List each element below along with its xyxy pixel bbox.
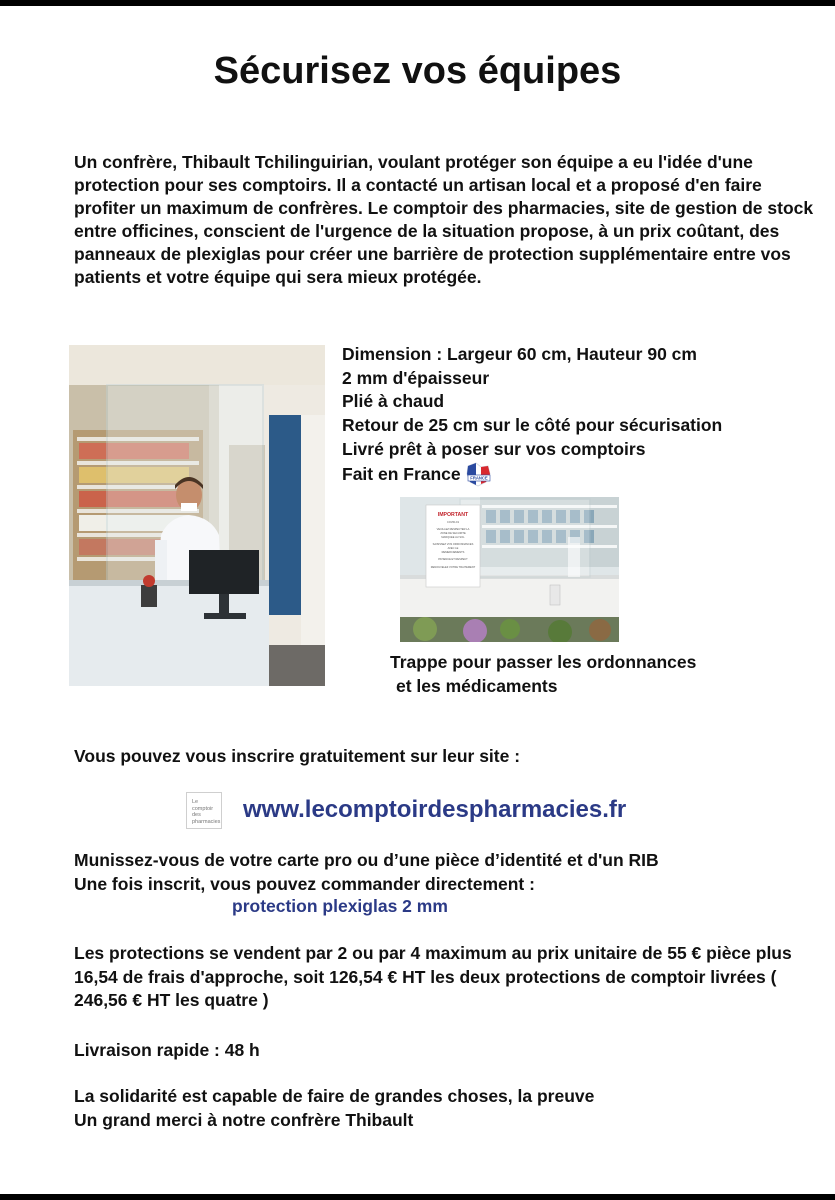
spec-item-label: Fait en France <box>342 463 461 484</box>
instruction-line: Une fois inscrit, vous pouvez commander directement : <box>74 873 535 894</box>
sign-line: AVEC LE <box>447 547 459 550</box>
counter-hatch-photo <box>400 497 619 642</box>
bottom-border <box>0 1194 835 1200</box>
sign-line: PATIENCE ET RESPECT <box>438 558 468 561</box>
counter-hatch-illustration <box>400 497 619 642</box>
sign-line: COVID-19 <box>447 521 459 524</box>
spec-item: Dimension : Largeur 60 cm, Hauteur 90 cm <box>342 344 697 364</box>
top-border <box>0 0 835 6</box>
pricing-text: Les protections se vendent par 2 ou par 4 maximum au prix unitaire de 55 € pièce plus 16,54 de frais d'approche, soit 126,54 € HT les deux protections de comptoir livrées ( 246,56 € HT les quatre ) <box>74 943 792 1010</box>
logo-line: pharmacies <box>192 818 221 825</box>
spec-item: Plié à chaud <box>342 391 445 412</box>
caption-line: et les médicaments <box>396 675 558 696</box>
spec-item: Retour de 25 cm sur le côté pour sécurisation <box>342 415 723 436</box>
pharmacist-counter-photo <box>69 345 325 686</box>
sign-line: MARQUEE AU SOL <box>441 536 465 539</box>
instruction-line: Munissez-vous de votre carte pro ou d’une pièce d’identité et d'un RIB <box>74 850 659 870</box>
specs-list <box>342 343 812 488</box>
spec-item: Livré prêt à poser sur vos comptoirs <box>342 438 646 459</box>
logo-line: des <box>192 812 201 818</box>
delivery-text: Livraison rapide : 48 h <box>74 1040 260 1060</box>
sign-line: RENOUVELEZ VOTRE TRAITEMENT <box>430 566 476 569</box>
pharmacist-counter-illustration <box>69 345 325 686</box>
france-flag-icon <box>464 462 494 488</box>
sign-title: IMPORTANT <box>437 512 469 518</box>
logo-line: Le <box>192 799 199 805</box>
closing-text <box>74 1085 794 1132</box>
site-row <box>186 792 686 830</box>
sign-line: REMERCIEMENTS <box>441 551 465 554</box>
site-logo[interactable] <box>186 792 222 829</box>
product-link[interactable]: protection plexiglas 2 mm <box>232 896 448 916</box>
badge-text: FRANCE <box>469 475 488 481</box>
closing-line: La solidarité est capable de faire de grandes choses, la preuve <box>74 1086 595 1106</box>
instructions-text <box>74 849 794 896</box>
hatch-caption <box>390 651 790 698</box>
closing-line: Un grand merci à notre confrère Thibault <box>74 1109 414 1130</box>
sign-line: SAISISSEZ VOS ORDONNANCES <box>432 543 474 546</box>
page-title: Sécurisez vos équipes <box>213 50 622 92</box>
logo-line: comptoir <box>192 805 214 812</box>
spec-item: 2 mm d'épaisseur <box>342 367 490 388</box>
site-url-link[interactable]: www.lecomptoirdespharmacies.fr <box>243 796 627 823</box>
spec-item-made-in-france <box>342 462 812 488</box>
sign-line: VEUILLEZ RESPECTER LA <box>436 528 470 531</box>
intro-paragraph: Un confrère, Thibault Tchilinguirian, voulant protéger son équipe a eu l'idée d'une protection pour ses comptoirs. Il a contacté un artisan local et a proposé d'en faire profiter un maximum de confrères. Le comptoir des pharmacies, site de gestion de stock entre officines, conscient de l'urgence de la situation propose, à un prix coûtant, des panneaux de plexiglas pour créer une barrière de protection supplémentaire entre vos patients et votre équipe qui sera mieux protégée. <box>74 152 814 287</box>
signup-text: Vous pouvez vous inscrire gratuitement sur leur site : <box>74 746 521 766</box>
sign-line: ZONE DE SECURITE <box>440 532 466 535</box>
caption-line: Trappe pour passer les ordonnances <box>390 652 697 672</box>
